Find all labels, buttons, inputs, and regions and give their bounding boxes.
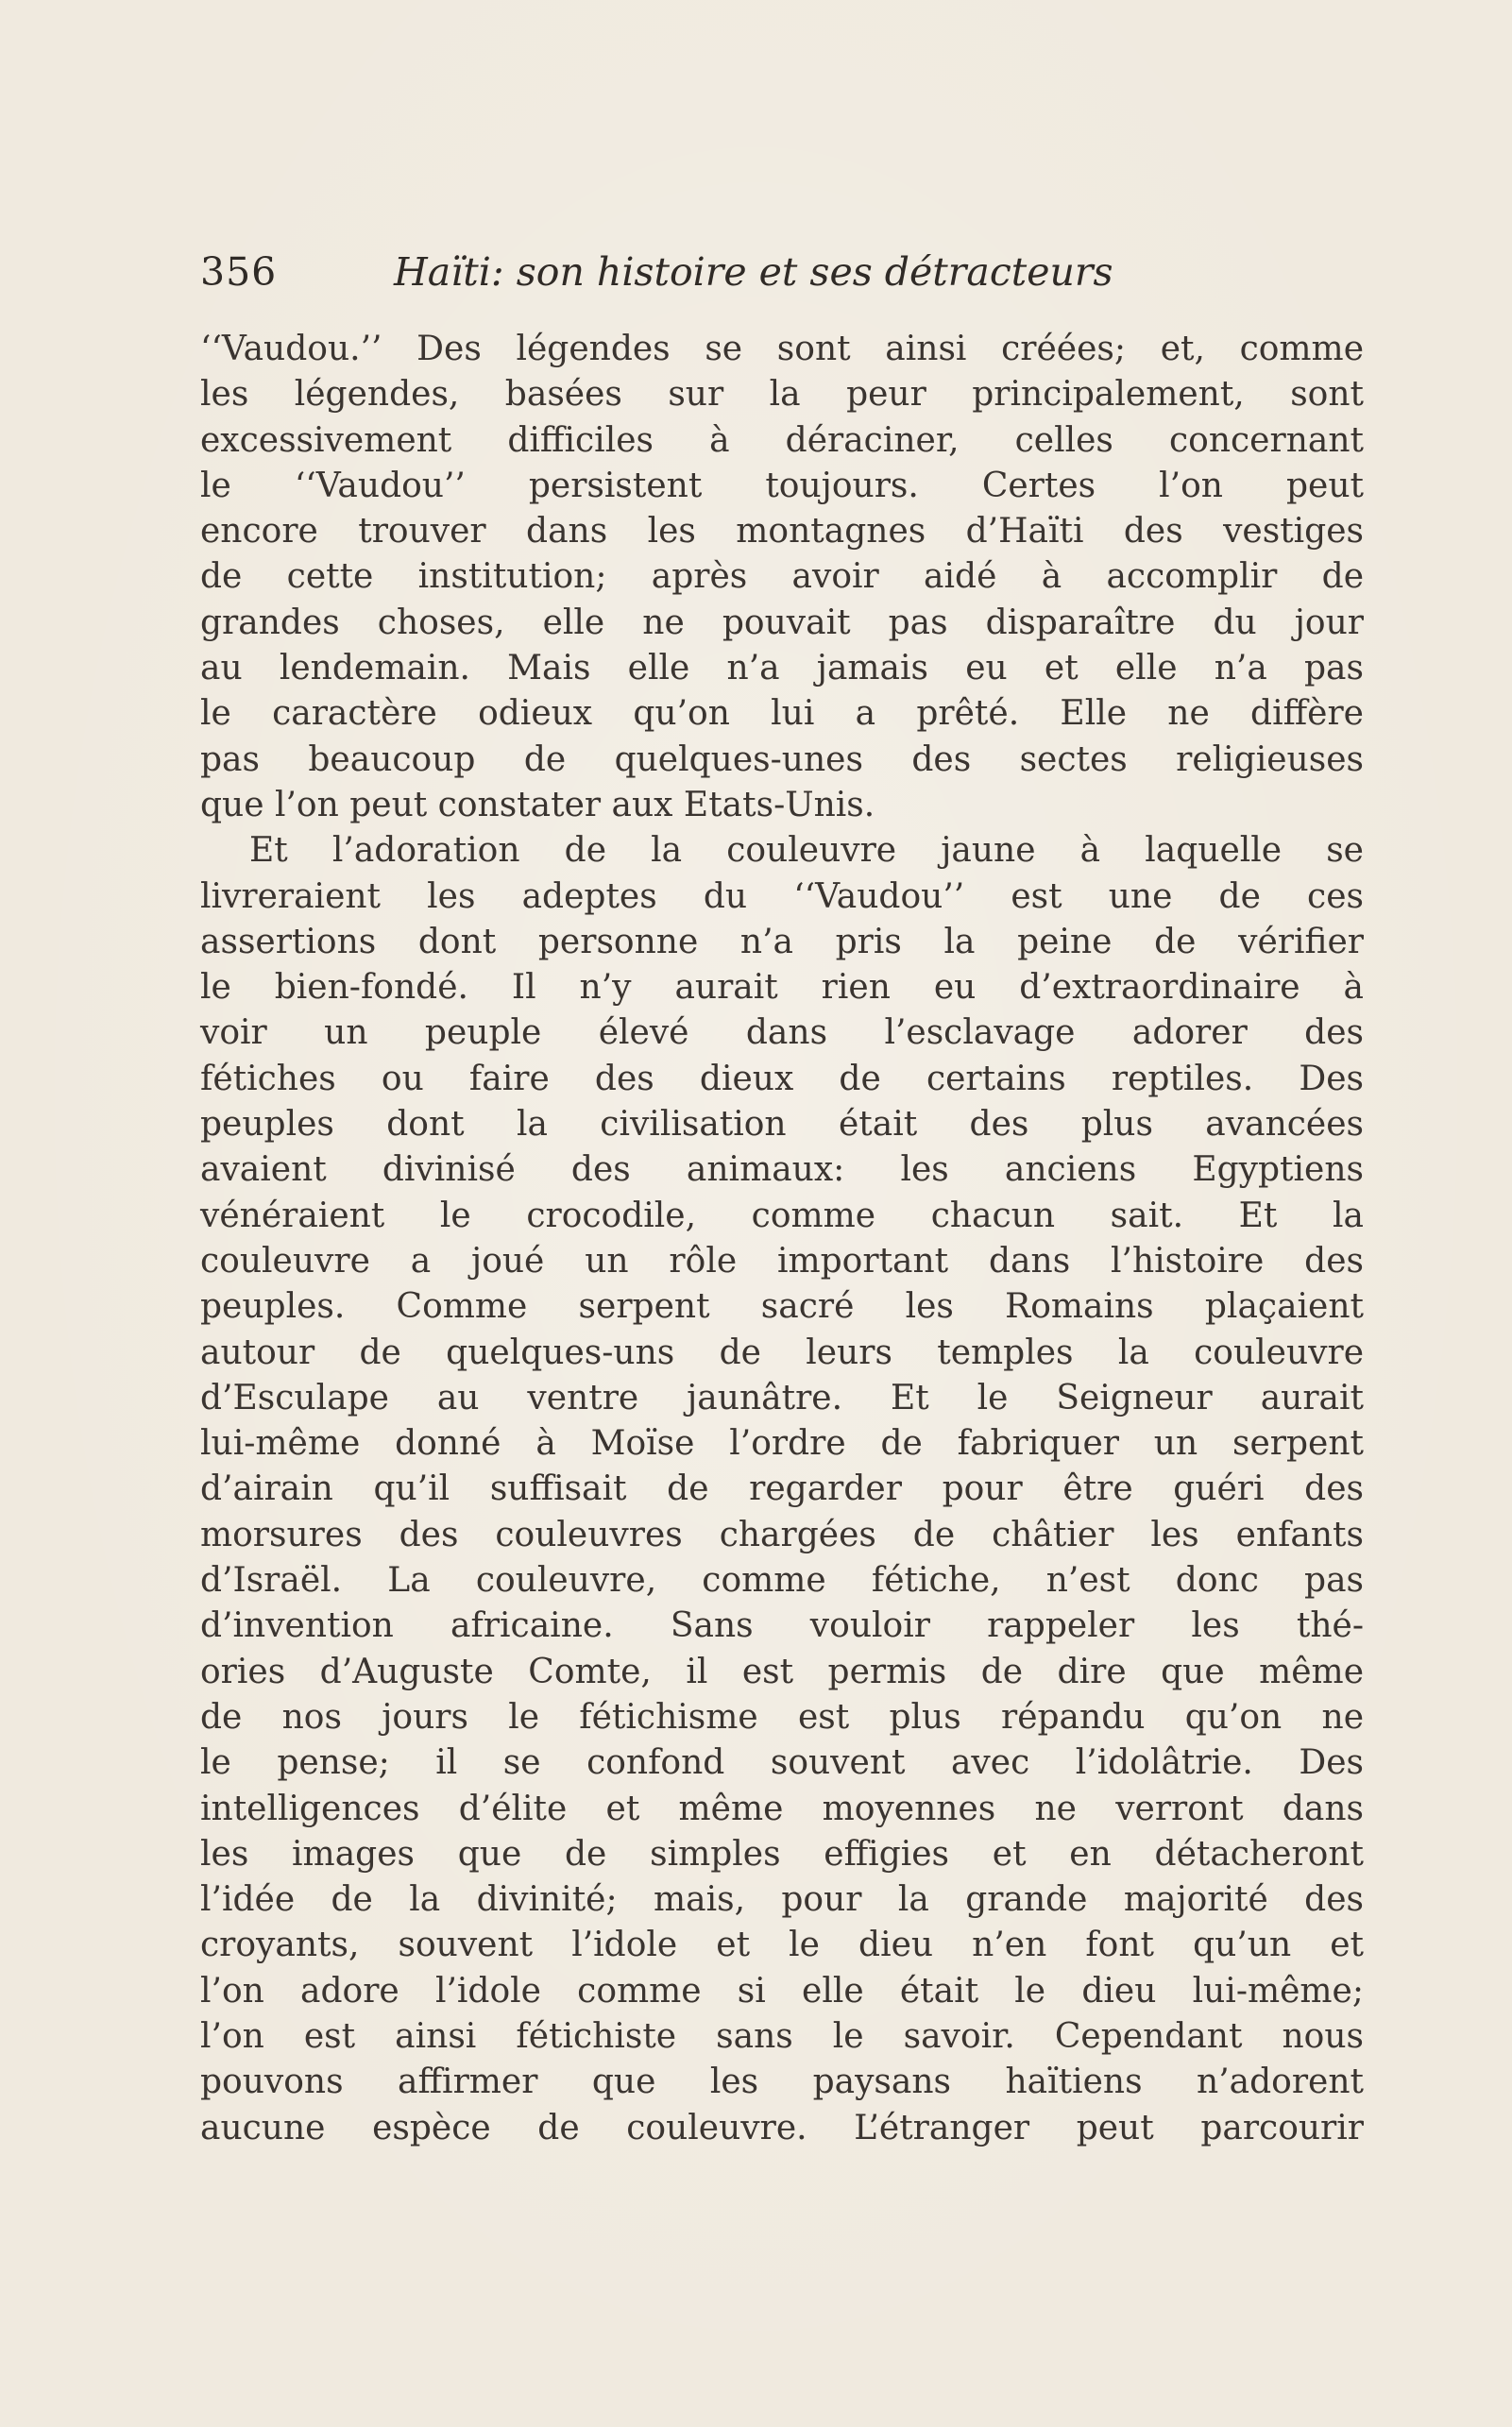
text-line: autour de quelques-uns de leurs temples la couleuvre (200, 1332, 1364, 1372)
text-line: l’on est ainsi fétichiste sans le savoir. Cependant nous (200, 2016, 1364, 2056)
text-line: intelligences d’élite et même moyennes ne verront dans (200, 1789, 1364, 1828)
paragraph (200, 828, 1364, 2151)
text-line: le bien-fondé. Il n’y aurait rien eu d’extraordinaire à (200, 968, 1364, 1008)
text-line: d’airain qu’il suffisait de regarder pour être guéri des (200, 1469, 1364, 1509)
page-number: 356 (200, 249, 278, 295)
running-title: Haïti: son histoire et ses détracteurs (394, 249, 1113, 295)
text-line: le caractère odieux qu’on lui a prêté. Elle ne diffère (200, 694, 1364, 734)
text-line: vénéraient le crocodile, comme chacun sait. Et la (200, 1196, 1364, 1235)
text-line: fétiches ou faire des dieux de certains reptiles. Des (200, 1059, 1364, 1098)
text-line: pouvons affirmer que les paysans haïtiens n’adorent (200, 2062, 1364, 2102)
text-line: peuples dont la civilisation était des plus avancées (200, 1105, 1364, 1145)
text-line: voir un peuple élevé dans l’esclavage adorer des (200, 1013, 1364, 1053)
text-line: au lendemain. Mais elle n’a jamais eu et elle n’a pas (200, 649, 1364, 688)
text-line: excessivement difficiles à déraciner, celles concernant (200, 420, 1364, 460)
text-line: croyants, souvent l’idole et le dieu n’en font qu’un et (200, 1926, 1364, 1965)
text-line: lui-même donné à Moïse l’ordre de fabriquer un serpent (200, 1424, 1364, 1464)
text-line: grandes choses, elle ne pouvait pas disparaître du jour (200, 603, 1364, 642)
paragraph-container (200, 327, 1364, 2151)
text-line: couleuvre a joué un rôle important dans l’histoire des (200, 1241, 1364, 1281)
text-line: encore trouver dans les montagnes d’Haïti des vestiges (200, 512, 1364, 552)
text-line: avaient divinisé des animaux: les anciens Egyptiens (200, 1150, 1364, 1190)
running-header (200, 244, 1371, 300)
text-line: de cette institution; après avoir aidé à accomplir de (200, 557, 1364, 597)
text-line: ories d’Auguste Comte, il est permis de dire que même (200, 1652, 1364, 1691)
text-line: les images que de simples effigies et en détacheront (200, 1834, 1364, 1874)
text-line: peuples. Comme serpent sacré les Romains plaçaient (200, 1287, 1364, 1327)
text-line: l’on adore l’idole comme si elle était le dieu lui-même; (200, 1971, 1364, 2011)
text-line: pas beaucoup de quelques-unes des sectes religieuses (200, 739, 1364, 779)
text-line: les légendes, basées sur la peur principalement, sont (200, 375, 1364, 415)
text-line: Et l’adoration de la couleuvre jaune à laquelle se (249, 831, 1364, 871)
text-line: aucune espèce de couleuvre. L’étranger peut parcourir (200, 2108, 1364, 2147)
text-line: ‘‘Vaudou.’’ Des légendes se sont ainsi créées; et, comme (200, 330, 1364, 368)
text-line: morsures des couleuvres chargées de châtier les enfants (200, 1515, 1364, 1554)
body-text (200, 327, 1364, 2151)
text-line: d’Esculape au ventre jaunâtre. Et le Seigneur aurait (200, 1378, 1364, 1417)
text-line: livreraient les adeptes du ‘‘Vaudou’’ est une de ces (200, 876, 1364, 916)
text-line: que l’on peut constater aux Etats-Unis. (200, 785, 875, 824)
text-line: le ‘‘Vaudou’’ persistent toujours. Certes l’on peut (200, 466, 1364, 505)
text-line: assertions dont personne n’a pris la peine de vérifier (200, 922, 1364, 961)
text-line: de nos jours le fétichisme est plus répandu qu’on ne (200, 1697, 1364, 1737)
text-line: le pense; il se confond souvent avec l’idolâtrie. Des (200, 1743, 1364, 1783)
text-line: d’Israël. La couleuvre, comme fétiche, n’est donc pas (200, 1561, 1364, 1601)
text-line: l’idée de la divinité; mais, pour la grande majorité des (200, 1880, 1364, 1920)
text-line: d’invention africaine. Sans vouloir rappeler les thé- (200, 1606, 1364, 1646)
paragraph (200, 327, 1364, 828)
